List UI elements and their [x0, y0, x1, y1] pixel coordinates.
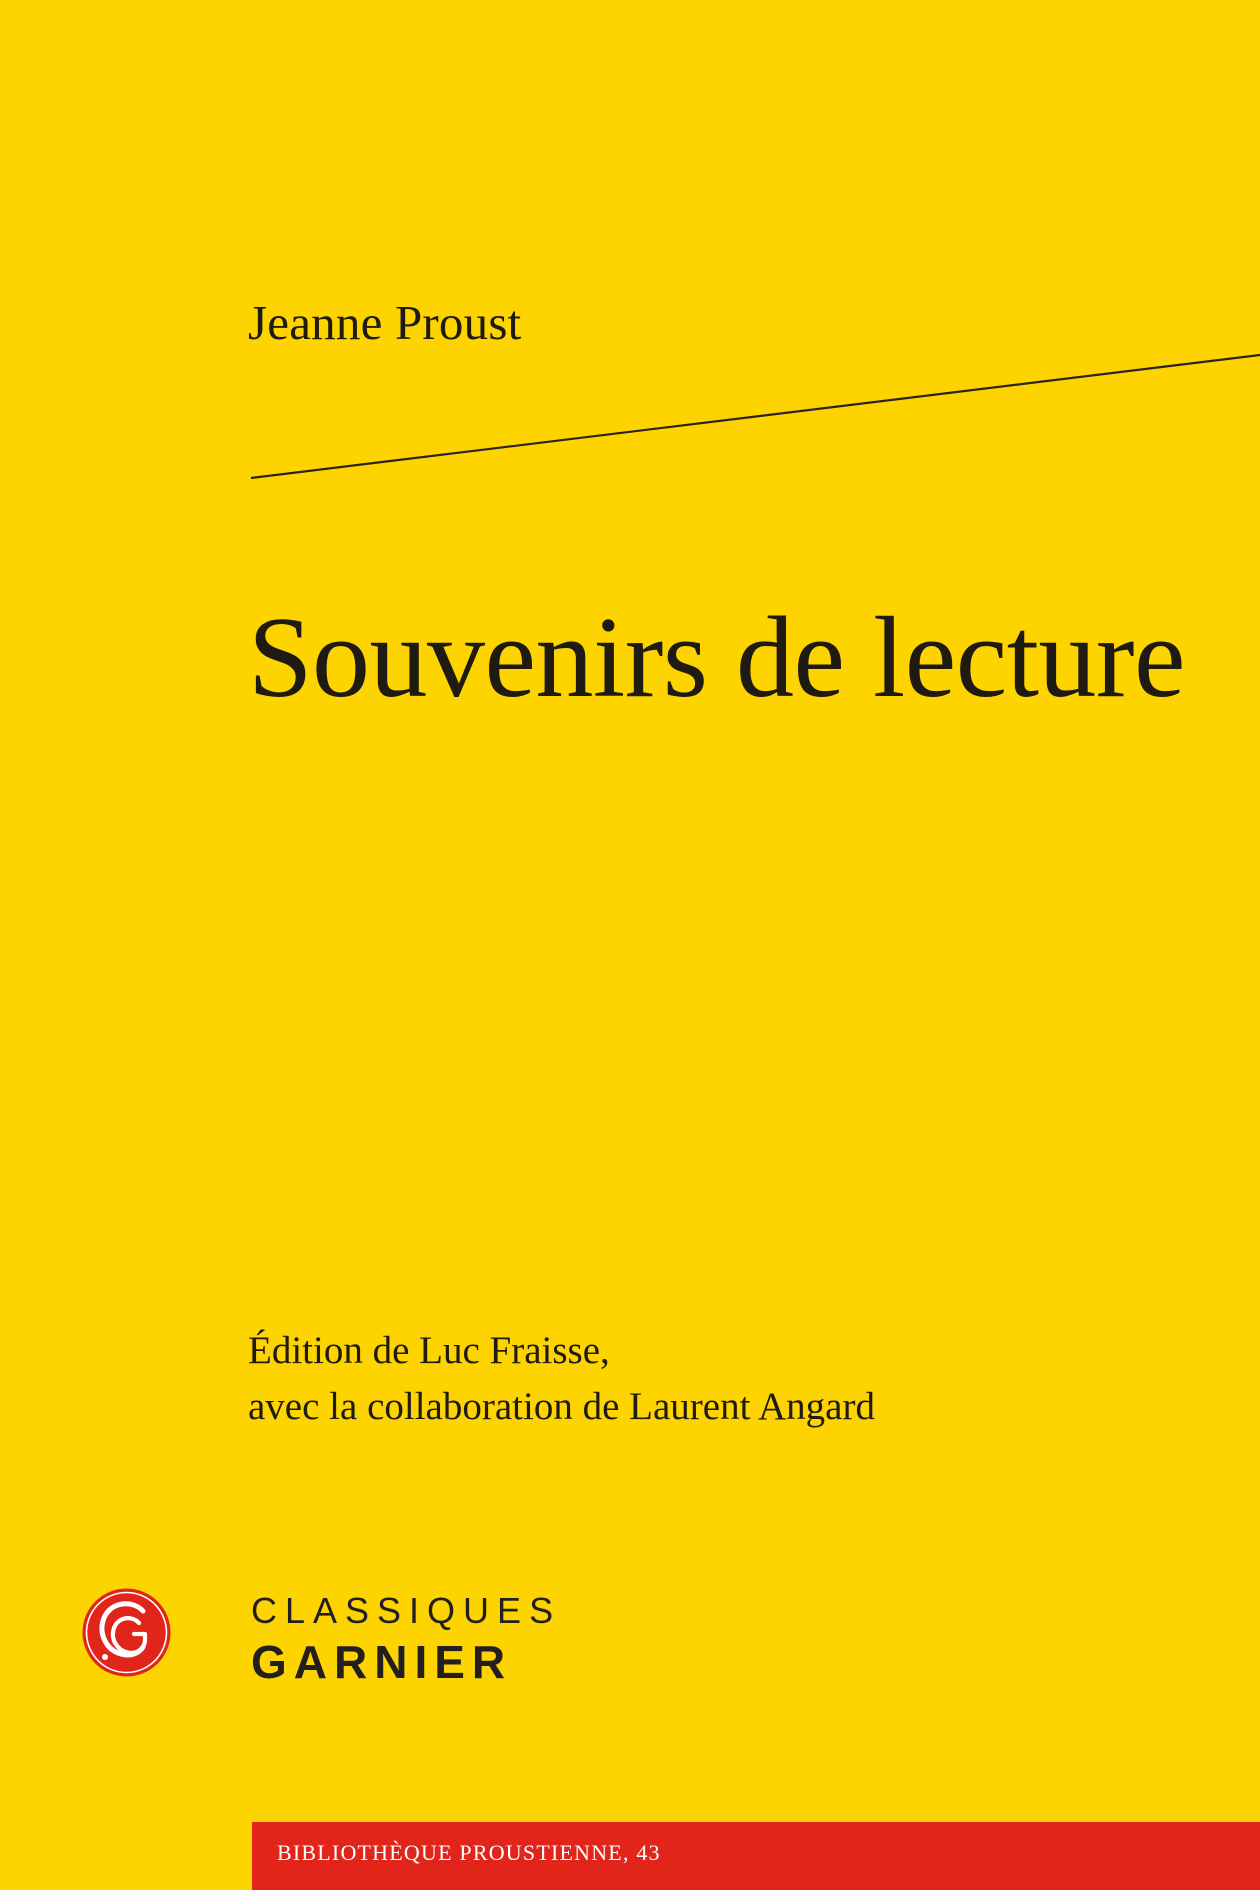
edition-credits	[248, 1323, 875, 1435]
publisher-name-line1: CLASSIQUES	[251, 1590, 562, 1631]
book-title: Souvenirs de lecture	[248, 594, 1186, 722]
publisher-wordmark	[251, 1590, 562, 1688]
edition-collaboration-line: avec la collaboration de Laurent Angard	[248, 1385, 875, 1428]
publisher-name-line2: GARNIER	[251, 1636, 513, 1688]
author-name: Jeanne Proust	[248, 295, 522, 350]
edition-editor-line: Édition de Luc Fraisse,	[248, 1329, 610, 1372]
series-label: BIBLIOTHÈQUE PROUSTIENNE, 43	[277, 1840, 661, 1865]
series-band	[252, 1822, 1260, 1890]
classiques-garnier-logo-icon	[81, 1587, 172, 1678]
